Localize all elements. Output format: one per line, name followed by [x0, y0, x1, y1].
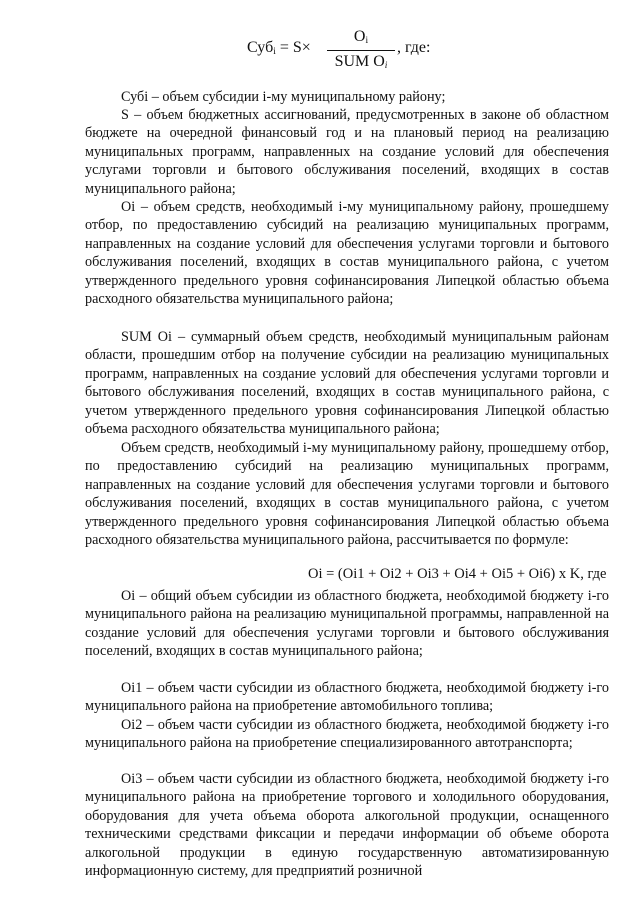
formula-tail: , где:	[397, 39, 431, 56]
paragraph-oi3: Oi3 – объем части субсидии из областного бюджета, необходимой бюджету i-го муниципального района на приобретение торгового и холодильного оборудования, оборудования для учета объема оборота алкогольной продукции, оснащенного техническими средствами фиксации и передачи информации об объеме оборота алкогольной продукции в единую государственную автоматизированную информационную систему, для предприятий розничной	[85, 771, 609, 880]
paragraph-s: S – объем бюджетных ассигнований, предусмотренных в законе об областном бюджете на очередной финансовый год и на плановый период на реализацию муниципальных программ, направленных на создание условий для обеспечения услугами торговли и бытового обслуживания поселений, входящих в состав муниципального района;	[85, 107, 609, 197]
fraction-bar	[327, 50, 395, 51]
paragraph-oi-total: Oi – общий объем субсидии из областного бюджета, необходимой бюджету i-го муниципального района на реализацию муниципальной программы, направленной на создание условий для обеспечения услугами торговли и бытового обслуживания поселений, входящих в состав муниципального района;	[85, 588, 609, 660]
subsidy-formula	[0, 22, 640, 82]
formula-denominator: SUM $O_i$	[334, 53, 388, 71]
paragraph-volume-calc: Объем средств, необходимый i-му муниципальному району, прошедшему отбор, по предоставлению субсидий на реализацию муниципальных программ, направленных на создание условий для обеспечения услугами торговли и бытового обслуживания поселений, входящих в состав муниципального района, с учетом утвержденного предельного уровня софинансирования Липецкой областью объема расходного обязательства муниципального района, рассчитывается по формуле:	[85, 440, 609, 549]
paragraph-oi1: Oi1 – объем части субсидии из областного бюджета, необходимой бюджету i-го муниципального района на приобретение автомобильного топлива;	[85, 680, 609, 715]
paragraph-sum-o-i: SUM Oi – суммарный объем средств, необходимый муниципальным районам области, прошедшим отбор на получение субсидии на реализацию муниципальных программ, направленных на создание условий для обеспечения услугами торговли и бытового обслуживания поселений, входящих в состав муниципального района, с учетом утвержденного предельного уровня софинансирования Липецкой областью объема расходного обязательства муниципального района;	[85, 329, 609, 438]
oi-formula: Oi = (Oi1 + Oi2 + Oi3 + Oi4 + Oi5 + Oi6) x K, где	[308, 566, 607, 582]
formula-lhs: Суб$_i$ = S×	[247, 39, 311, 57]
formula-fraction	[327, 28, 395, 71]
paragraph-oi2: Oi2 – объем части субсидии из областного бюджета, необходимой бюджету i-го муниципального района на приобретение специализированного автотранспорта;	[85, 717, 609, 752]
paragraph-sub-i: Субi – объем субсидии i-му муниципальному району;	[121, 89, 446, 105]
formula-numerator: $O_i$	[353, 28, 369, 46]
paragraph-o-i: Oi – объем средств, необходимый i-му муниципальному району, прошедшему отбор, по предоставлению субсидий на реализацию муниципальных программ, направленных на создание условий для обеспечения услугами торговли и бытового обслуживания поселений, входящих в состав муниципального района, с учетом утвержденного предельного уровня софинансирования Липецкой областью объема расходного обязательства муниципального района;	[85, 199, 609, 308]
